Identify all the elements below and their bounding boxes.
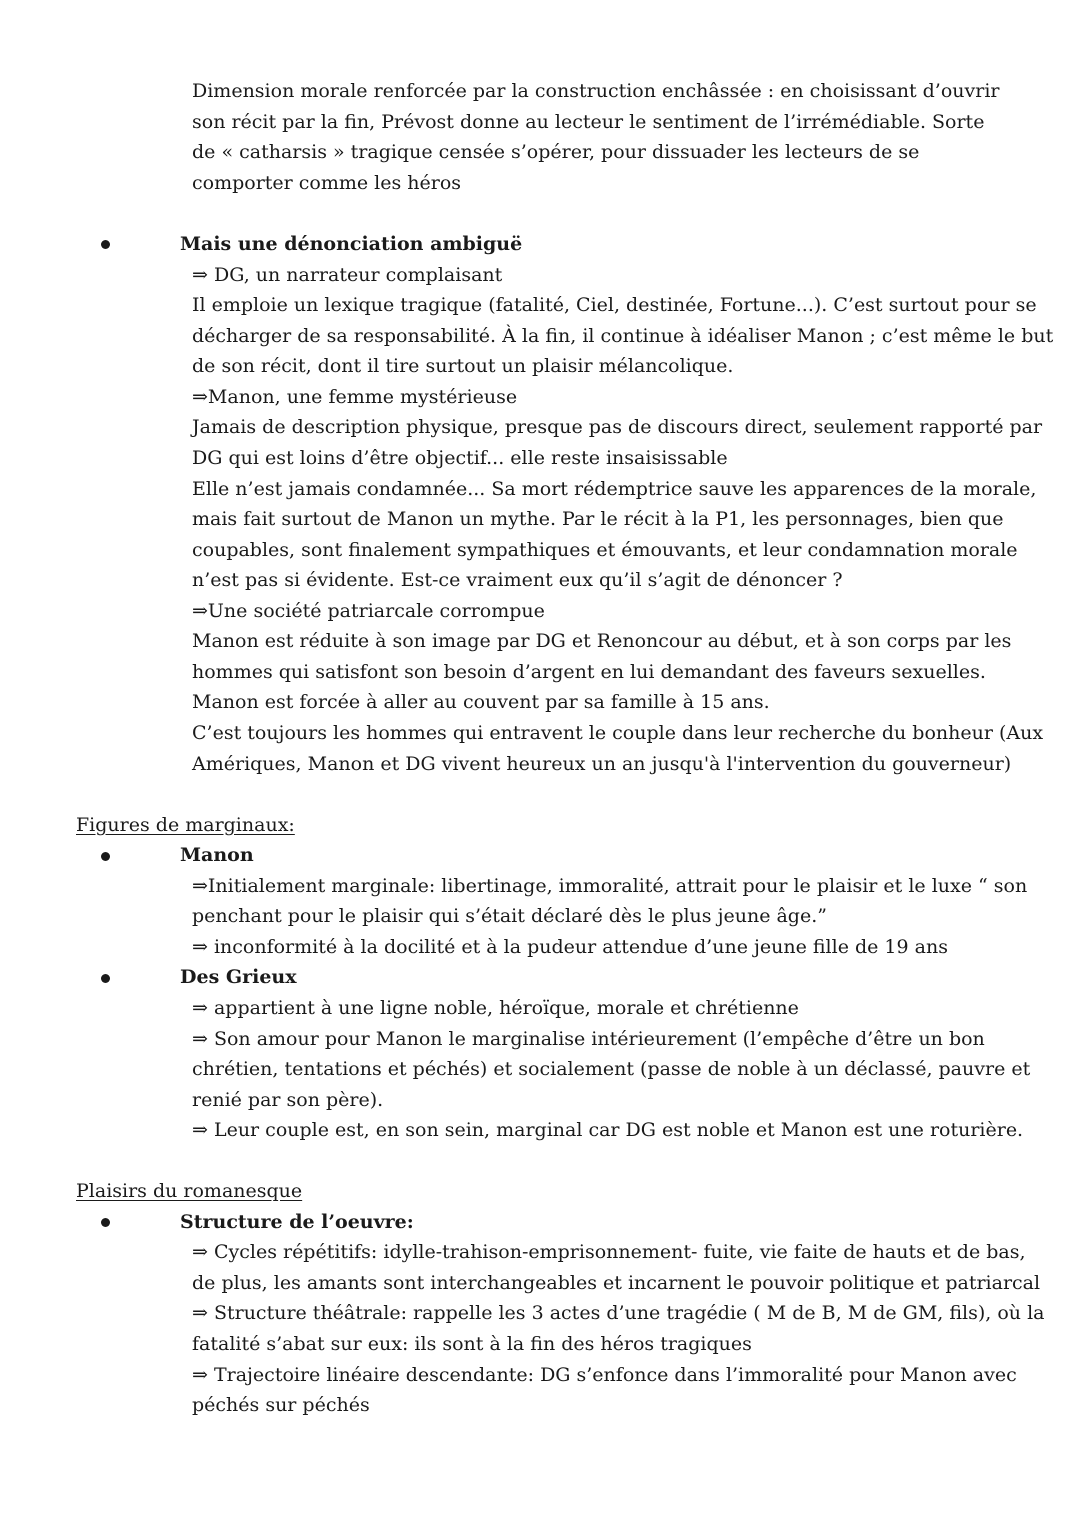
denonciation-line: hommes qui satisfont son besoin d’argent en lui demandant des faveurs sexuelles.: [192, 661, 986, 683]
intro-line: Dimension morale renforcée par la construction enchâssée : en choisissant d’ouvrir: [192, 80, 1000, 102]
manon-heading: Manon: [180, 844, 254, 866]
manon-line: ⇒ inconformité à la docilité et à la pudeur attendue d’une jeune fille de 19 ans: [192, 936, 948, 958]
denonciation-line: C’est toujours les hommes qui entravent le couple dans leur recherche du bonheur (Aux: [192, 722, 1044, 744]
section-title-marginaux: Figures de marginaux:: [76, 814, 295, 836]
dg-heading: Des Grieux: [180, 966, 297, 988]
denonciation-line: ⇒Une société patriarcale corrompue: [192, 600, 545, 622]
section-title-romanesque: Plaisirs du romanesque: [76, 1180, 303, 1202]
denonciation-line: décharger de sa responsabilité. À la fin, il continue à idéaliser Manon ; c’est même le but: [192, 325, 1054, 347]
romanesque-line: fatalité s’abat sur eux: ils sont à la fin des héros tragiques: [192, 1333, 752, 1355]
romanesque-line: ⇒ Trajectoire linéaire descendante: DG s’enfonce dans l’immoralité pour Manon avec: [192, 1364, 1017, 1386]
denonciation-line: Manon est forcée à aller au couvent par sa famille à 15 ans.: [192, 691, 770, 713]
denonciation-line: n’est pas si évidente. Est-ce vraiment eux qu’il s’agit de dénoncer ?: [192, 569, 843, 591]
romanesque-line: de plus, les amants sont interchangeables et incarnent le pouvoir politique et patriarcal: [192, 1272, 1041, 1294]
denonciation-line: ⇒ DG, un narrateur complaisant: [192, 264, 503, 286]
bullet-icon: [101, 240, 110, 249]
dg-line: chrétien, tentations et péchés) et socialement (passe de noble à un déclassé, pauvre et: [192, 1058, 1031, 1080]
denonciation-line: Il emploie un lexique tragique (fatalité, Ciel, destinée, Fortune...). C’est surtout pour se: [192, 294, 1037, 316]
structure-heading: Structure de l’oeuvre:: [180, 1211, 414, 1233]
intro-line: son récit par la fin, Prévost donne au lecteur le sentiment de l’irrémédiable. Sorte: [192, 111, 985, 133]
denonciation-line: Elle n’est jamais condamnée... Sa mort rédemptrice sauve les apparences de la morale,: [192, 478, 1037, 500]
dg-line: ⇒ appartient à une ligne noble, héroïque, morale et chrétienne: [192, 997, 799, 1019]
denonciation-line: Amériques, Manon et DG vivent heureux un an jusqu'à l'intervention du gouverneur): [192, 753, 1012, 775]
dg-line: ⇒ Son amour pour Manon le marginalise intérieurement (l’empêche d’être un bon: [192, 1028, 985, 1050]
intro-line: de « catharsis » tragique censée s’opérer, pour dissuader les lecteurs de se: [192, 141, 920, 163]
dg-line: ⇒ Leur couple est, en son sein, marginal car DG est noble et Manon est une roturière.: [192, 1119, 1024, 1141]
denonciation-line: coupables, sont finalement sympathiques et émouvants, et leur condamnation morale: [192, 539, 1018, 561]
bullet-icon: [101, 852, 110, 861]
romanesque-line: péchés sur péchés: [192, 1394, 370, 1416]
manon-line: penchant pour le plaisir qui s’était déclaré dès le plus jeune âge.”: [192, 905, 827, 927]
denonciation-heading: Mais une dénonciation ambiguë: [180, 233, 523, 255]
manon-line: ⇒Initialement marginale: libertinage, immoralité, attrait pour le plaisir et le luxe “ son: [192, 875, 1028, 897]
romanesque-line: ⇒ Structure théâtrale: rappelle les 3 actes d’une tragédie ( M de B, M de GM, fils), où la: [192, 1302, 1045, 1324]
bullet-icon: [101, 974, 110, 983]
denonciation-line: de son récit, dont il tire surtout un plaisir mélancolique.: [192, 355, 734, 377]
denonciation-line: DG qui est loins d’être objectif... elle reste insaisissable: [192, 447, 728, 469]
denonciation-line: mais fait surtout de Manon un mythe. Par le récit à la P1, les personnages, bien que: [192, 508, 1004, 530]
intro-line: comporter comme les héros: [192, 172, 462, 194]
bullet-icon: [101, 1218, 110, 1227]
dg-line: renié par son père).: [192, 1089, 384, 1111]
romanesque-line: ⇒ Cycles répétitifs: idylle-trahison-emprisonnement- fuite, vie faite de hauts et de bas,: [192, 1241, 1026, 1263]
denonciation-line: ⇒Manon, une femme mystérieuse: [192, 386, 518, 408]
denonciation-line: Manon est réduite à son image par DG et Renoncour au début, et à son corps par les: [192, 630, 1012, 652]
denonciation-line: Jamais de description physique, presque pas de discours direct, seulement rapporté par: [192, 416, 1043, 438]
